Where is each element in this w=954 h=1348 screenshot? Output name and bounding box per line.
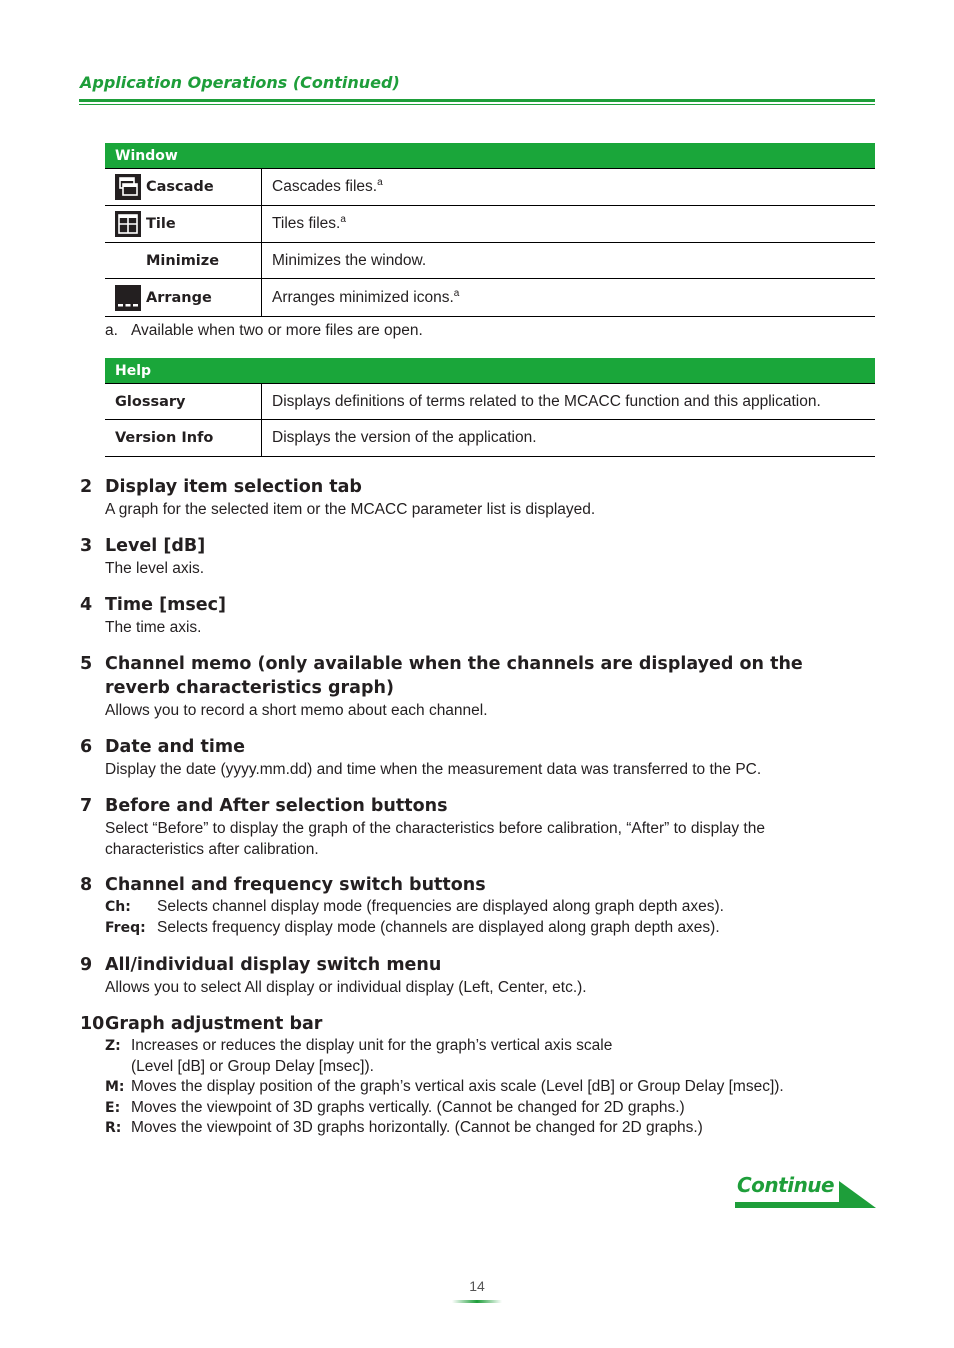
item-title: Display item selection tab	[105, 477, 362, 497]
menu-item-label: Minimize	[146, 252, 220, 269]
list-item	[80, 953, 870, 998]
table-row	[105, 243, 875, 279]
definition-text: Moves the viewpoint of 3D graphs horizontally. (Cannot be changed for 2D graphs.)	[131, 1119, 703, 1136]
definition-text: Increases or reduces the display unit for the graph’s vertical axis scale	[131, 1037, 613, 1054]
continue-marker	[735, 1173, 876, 1210]
header-rule-thin	[79, 104, 875, 105]
definition-text: Moves the viewpoint of 3D graphs vertically. (Cannot be changed for 2D graphs.)	[131, 1098, 685, 1116]
definition-text: Selects frequency display mode (channels are displayed along graph depth axes).	[157, 918, 720, 936]
definition-key: Z:	[105, 1038, 121, 1054]
menu-item-desc: Arranges minimized icons.	[272, 289, 454, 307]
definition-text: (Level [dB] or Group Delay [msec]).	[131, 1057, 374, 1075]
item-body: The level axis.	[105, 560, 205, 577]
definition-key: Ch:	[105, 899, 131, 915]
footnote-ref: a	[377, 177, 383, 189]
list-item	[80, 593, 870, 638]
menu-item-label: Cascade	[146, 179, 214, 195]
definition-row	[105, 1036, 870, 1057]
item-number: 9	[80, 955, 93, 975]
list-item	[80, 475, 870, 520]
list-item	[80, 534, 870, 579]
menu-item-label: Tile	[146, 216, 176, 232]
footnote-ref: a	[340, 214, 346, 226]
item-body: Display the date (yyyy.mm.dd) and time when the measurement data was transferred to the PC.	[105, 761, 762, 778]
definition-key: Freq:	[105, 919, 146, 936]
item-number: 5	[80, 654, 93, 674]
definition-key: R:	[105, 1120, 122, 1136]
section-title: Application Operations (Continued)	[80, 73, 400, 92]
table-row	[105, 206, 875, 243]
item-number: 2	[80, 477, 93, 497]
definition-text: Selects channel display mode (frequencies are displayed along graph depth axes).	[157, 898, 724, 915]
table-row	[105, 279, 875, 317]
item-title: Channel memo (only available when the channels are displayed on the reverb characteristics graph)	[105, 654, 803, 698]
item-title: Date and time	[105, 737, 246, 757]
header-rule	[79, 99, 875, 102]
footnote-text: Available when two or more files are open.	[131, 322, 423, 339]
cascade-icon	[115, 174, 141, 200]
menu-item-label: Arrange	[146, 289, 212, 306]
table-row	[105, 420, 875, 457]
item-body: Allows you to select All display or individual display (Left, Center, etc.).	[105, 979, 587, 996]
item-title: Before and After selection buttons	[105, 796, 448, 816]
item-number: 4	[80, 595, 93, 615]
page-number: 14	[469, 1278, 485, 1294]
menu-item-desc: Displays the version of the application.	[262, 420, 876, 457]
definition-row	[105, 1077, 870, 1098]
item-body: A graph for the selected item or the MCACC parameter list is displayed.	[105, 501, 596, 518]
list-item	[80, 652, 870, 721]
help-table-header: Help	[105, 358, 875, 384]
page-number-underline	[452, 1300, 502, 1303]
definition-row	[105, 1057, 870, 1078]
footnote	[105, 322, 423, 340]
list-item	[80, 794, 870, 860]
menu-item-desc: Displays definitions of terms related to the MCACC function and this application.	[262, 384, 876, 420]
item-title: Graph adjustment bar	[105, 1014, 323, 1034]
item-title: All/individual display switch menu	[105, 955, 442, 975]
item-number: 10	[80, 1014, 105, 1034]
footnote-ref: a	[453, 287, 460, 299]
menu-item-desc: Tiles files.	[272, 215, 341, 233]
help-menu-table	[105, 358, 875, 457]
list-item	[80, 1012, 870, 1139]
definition-key: M:	[105, 1079, 125, 1095]
definition-row	[105, 1098, 870, 1119]
item-body: Allows you to record a short memo about each channel.	[105, 702, 488, 719]
item-title: Time [msec]	[105, 595, 227, 615]
item-body: The time axis.	[105, 619, 202, 636]
menu-item-desc: Minimizes the window.	[272, 251, 427, 269]
menu-item-label: Version Info	[105, 420, 262, 457]
item-number: 3	[80, 536, 93, 556]
item-title: Channel and frequency switch buttons	[105, 875, 486, 895]
continue-arrow-icon	[735, 1173, 876, 1210]
continue-label: Continue	[737, 1173, 835, 1197]
menu-item-label: Glossary	[105, 384, 262, 420]
table-row	[105, 169, 875, 206]
item-body: Select “Before” to display the graph of the characteristics before calibration, “After” to display the characteristics after calibration.	[105, 820, 765, 858]
item-title: Level [dB]	[105, 536, 206, 556]
definition-row	[105, 918, 870, 939]
definition-key: E:	[105, 1099, 121, 1116]
item-number: 6	[80, 737, 93, 757]
tile-icon	[115, 211, 141, 237]
definition-row	[105, 897, 870, 918]
table-row	[105, 384, 875, 420]
menu-item-desc: Cascades files.	[272, 178, 378, 196]
arrange-icon	[115, 285, 141, 311]
window-menu-table	[105, 143, 875, 317]
list-item	[80, 873, 870, 938]
item-number: 7	[80, 796, 93, 816]
window-table-header: Window	[105, 143, 875, 169]
footnote-mark: a.	[105, 322, 118, 339]
list-item	[80, 735, 870, 780]
definition-text: Moves the display position of the graph’s vertical axis scale (Level [dB] or Group Delay [msec]).	[131, 1078, 784, 1095]
item-number: 8	[80, 875, 93, 895]
definition-row	[105, 1118, 870, 1139]
